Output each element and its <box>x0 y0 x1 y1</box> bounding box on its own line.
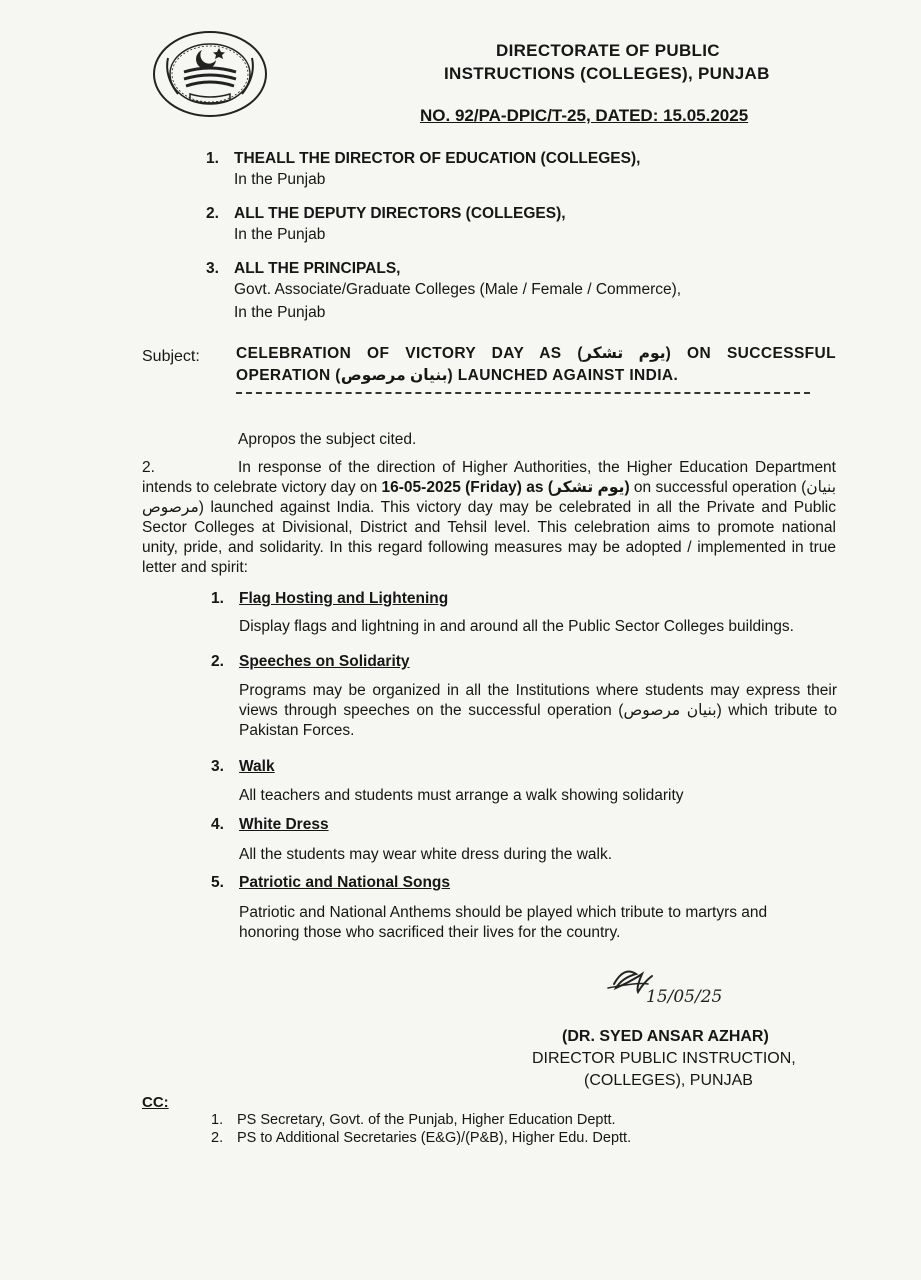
directorate-title-line2: INSTRUCTIONS (COLLEGES), PUNJAB <box>444 64 770 83</box>
cc-item <box>211 1112 616 1128</box>
measure-1-title <box>211 590 448 608</box>
subject-text: CELEBRATION OF VICTORY DAY AS (یوم تشکر) ON SUCCESSFUL OPERATION (بنیان مرصوص) LAUNCHED AGAINST INDIA. <box>236 345 837 384</box>
measure-3-title <box>211 758 275 776</box>
addressee-3 <box>206 260 681 324</box>
cc-text: PS to Additional Secretaries (E&G)/(P&B), Higher Edu. Deptt. <box>237 1130 632 1146</box>
signatory-name: (DR. SYED ANSAR AZHAR) <box>562 1028 769 1045</box>
addressee-title: ALL THE PRINCIPALS, <box>234 260 401 277</box>
subject-label: Subject: <box>142 348 200 365</box>
measure-number: 2. <box>211 653 224 670</box>
cc-item <box>211 1130 631 1146</box>
measure-4-body: All the students may wear white dress during the walk. <box>239 846 613 863</box>
signatory-office: (COLLEGES), PUNJAB <box>584 1072 753 1089</box>
addressee-title: THEALL THE DIRECTOR OF EDUCATION (COLLEGES), <box>234 150 641 167</box>
paragraph-number: 2. <box>142 459 155 476</box>
measure-heading: Walk <box>239 758 275 775</box>
measure-heading: White Dress <box>239 816 329 833</box>
measure-heading: Flag Hosting and Lightening <box>239 590 449 607</box>
paragraph-2 <box>142 458 836 578</box>
directorate-title-line1: DIRECTORATE OF PUBLIC <box>496 41 720 60</box>
measure-heading: Patriotic and National Songs <box>239 874 450 891</box>
measure-number: 5. <box>211 874 224 891</box>
addressee-colleges: Govt. Associate/Graduate Colleges (Male / Female / Commerce), <box>234 281 682 298</box>
measure-heading: Speeches on Solidarity <box>239 653 410 670</box>
addressee-location: In the Punjab <box>234 171 326 188</box>
addressee-1 <box>206 150 640 191</box>
cc-number: 1. <box>211 1112 224 1128</box>
cc-number: 2. <box>211 1130 224 1146</box>
paragraph-text-b: on successful operation (بنیان مرصوص) launched against India. This victory day may be celebrated in all the Private and Public Sector Colleges at Divisional, District and Tehsil level. This celebration aims to promote national unity, pride, and solidarity. In this regard following measures may be adopted / implemented in true letter and spirit: <box>142 479 837 576</box>
cc-label: CC: <box>142 1094 169 1111</box>
addressee-number: 3. <box>206 260 219 277</box>
measure-2-title <box>211 653 410 671</box>
punjab-government-seal-icon <box>146 28 274 120</box>
handwritten-signature <box>600 958 740 1010</box>
svg-text:15/05/25: 15/05/25 <box>646 987 723 1007</box>
cc-text: PS Secretary, Govt. of the Punjab, Higher Education Deptt. <box>237 1112 616 1128</box>
addressee-number: 1. <box>206 150 219 167</box>
measure-1-body: Display flags and lightning in and around all the Public Sector Colleges buildings. <box>239 618 794 635</box>
addressee-location: In the Punjab <box>234 226 326 243</box>
paragraph-text-a: In response of the direction of Higher Authorities, the Higher Education Department intends to celebrate victory day on <box>142 459 836 496</box>
apropos-line: Apropos the subject cited. <box>238 431 417 448</box>
measure-number: 1. <box>211 590 224 607</box>
addressee-number: 2. <box>206 205 219 222</box>
addressee-title: ALL THE DEPUTY DIRECTORS (COLLEGES), <box>234 205 566 222</box>
measure-4-title <box>211 816 329 834</box>
measure-number: 4. <box>211 816 224 833</box>
dashed-divider <box>236 392 810 394</box>
reference-number: NO. 92/PA-DPIC/T-25, DATED: 15.05.2025 <box>420 106 749 125</box>
measure-5-body: Patriotic and National Anthems should be played which tribute to martyrs and honoring those who sacrificed their lives for the country. <box>239 904 768 941</box>
paragraph-date-bold: 16-05-2025 (Friday) as (یوم تشکر) <box>381 479 630 496</box>
signatory-designation: DIRECTOR PUBLIC INSTRUCTION, <box>532 1050 796 1067</box>
measure-5-title <box>211 874 450 892</box>
measure-3-body: All teachers and students must arrange a walk showing solidarity <box>239 787 684 804</box>
addressee-2 <box>206 205 566 246</box>
addressee-location: In the Punjab <box>234 304 326 321</box>
measure-2-body: Programs may be organized in all the Institutions where students may express their views through speeches on the successful operation (بنیان مرصوص) which tribute to Pakistan Forces. <box>239 682 838 739</box>
measure-number: 3. <box>211 758 224 775</box>
